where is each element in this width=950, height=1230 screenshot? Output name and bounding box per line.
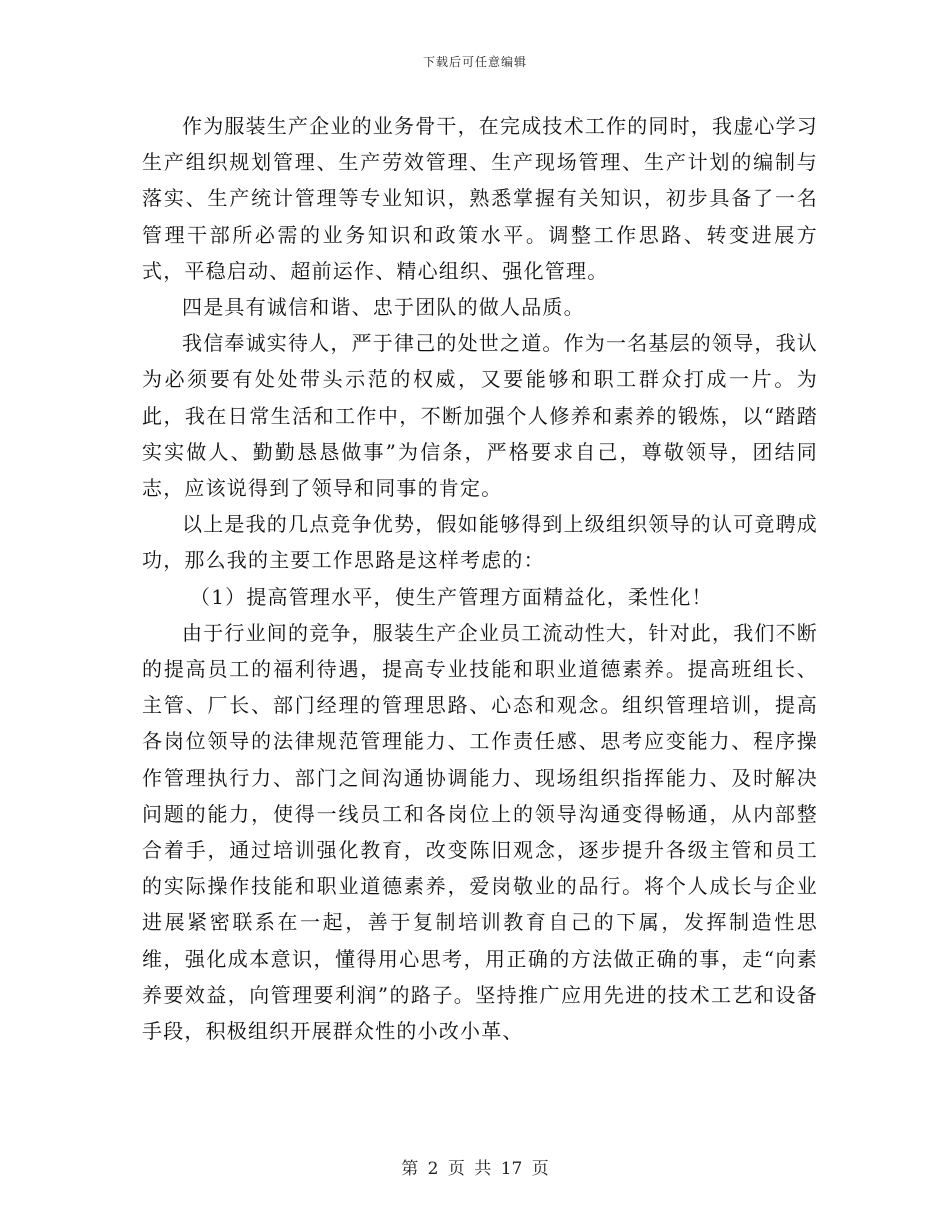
paragraph-work-ideas: 以上是我的几点竞争优势，假如能够得到上级组织领导的认可竟聘成功，那么我的主要工作思路是这样考虑的： — [142, 512, 818, 573]
paragraph-integrity: 我信奉诚实待人，严于律己的处世之道。作为一名基层的领导，我认为必须要有处处带头示范的权威，又要能够和职工群众打成一片。为此，我在日常生活和工作中，不断加强个人修养和素养的锻炼，以“踏踏实实做人、勤勤恳恳做事”为信条，严格要求自己，尊敬领导，团结同志，应该说得到了领导和同事的肯定。 — [142, 331, 818, 501]
page-footer: 第 2 页 共 17 页 — [401, 1159, 549, 1179]
page-header: 下载后可任意编辑 — [422, 55, 527, 69]
paragraph-business-backbone: 作为服装生产企业的业务骨干，在完成技术工作的同时，我虚心学习生产组织规划管理、生产劳效管理、生产现场管理、生产计划的编制与落实、生产统计管理等专业知识，熟悉掌握有关知识，初步具备了一名管理干部所必需的业务知识和政策水平。调整工作思路、转变进展方式，平稳启动、超前运作、精心组织、强化管理。 — [142, 114, 818, 283]
paragraph-item-1: （1）提高管理水平，使生产管理方面精益化，柔性化！ — [190, 584, 713, 609]
paragraph-integrity-heading: 四是具有诚信和谐、忠于团队的做人品质。 — [182, 295, 585, 320]
document-body — [142, 108, 818, 1049]
paragraph-competition: 由于行业间的竞争，服装生产企业员工流动性大，针对此，我们不断的提高员工的福利待遇，提高专业技能和职业道德素养。提高班组长、主管、厂长、部门经理的管理思路、心态和观念。组织管理培训，提高各岗位领导的法律规范管理能力、工作责任感、思考应变能力、程序操作管理执行力、部门之间沟通协调能力、现场组织指挥能力、及时解决问题的能力，使得一线员工和各岗位上的领导沟通变得畅通，从内部整合着手，通过培训强化教育，改变陈旧观念，逐步提升各级主管和员工的实际操作技能和职业道德素养，爱岗敬业的品行。将个人成长与企业进展紧密联系在一起，善于复制培训教育自己的下属，发挥制造性思维，强化成本意识，懂得用心思考，用正确的方法做正确的事，走“向素养要效益，向管理要利润”的路子。坚持推广应用先进的技术工艺和设备手段，积极组织开展群众性的小改小革、 — [142, 620, 818, 1044]
